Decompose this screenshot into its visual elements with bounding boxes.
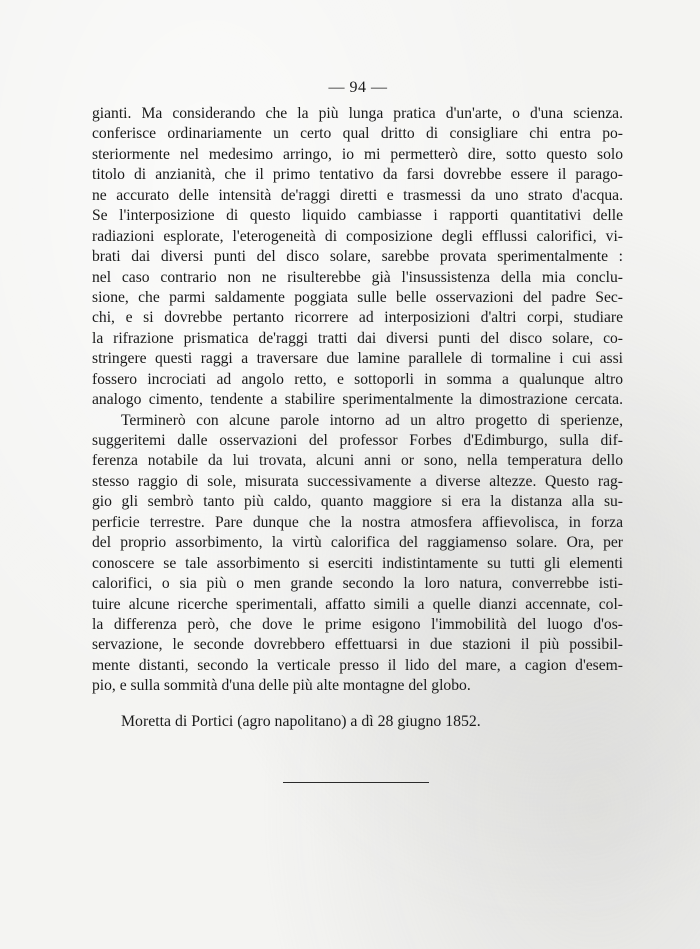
signoff-place-date: Moretta di Portici (agro napolitano) a dì 28 giugno 1852.: [121, 713, 481, 730]
text-line: fossero incrociati ad angolo retto, e sottoporli in somma a qualunque altro: [92, 370, 623, 388]
text-line: stesso raggio di sole, misurata successivamente a diverse altezze. Questo rag-: [92, 472, 623, 490]
text-line: sione, che parmi saldamente poggiata sulle belle osservazioni del padre Sec-: [92, 288, 623, 306]
text-line: conferisce ordinariamente un certo qual dritto di consigliare chi entra po-: [92, 125, 623, 143]
text-line: perficie terrestre. Pare dunque che la nostra atmosfera affievolisca, in forza: [92, 513, 623, 531]
text-line: la differenza però, che dove le prime esigono l'immobilità del luogo d'os-: [92, 615, 623, 633]
text-line: steriormente nel medesimo arringo, io mi permetterò dire, sotto questo solo: [92, 145, 623, 163]
text-line: radiazioni esplorate, l'eterogeneità di composizione degli efflussi calorifici, vi-: [92, 227, 623, 245]
text-line: titolo di anzianità, che il primo tentativo da farsi dovrebbe essere il parago-: [92, 166, 623, 184]
text-line: chi, e si dovrebbe pertanto ricorrere ad interposizioni d'altri corpi, studiare: [92, 309, 623, 327]
closing-rule-divider: [283, 782, 429, 783]
text-line: Se l'interposizione di questo liquido cambiasse i rapporti quantitativi delle: [92, 207, 623, 225]
text-line: servazione, le seconde dovrebbero effettuarsi in due stazioni il più possibil-: [92, 636, 623, 654]
text-line: suggeritemi dalle osservazioni del professor Forbes d'Edimburgo, sulla dif-: [92, 432, 623, 449]
text-line: la rifrazione prismatica de'raggi tratti dai diversi punti del disco solare, co-: [92, 329, 623, 347]
text-line: ne accurato delle intensità de'raggi diretti e trasmessi da uno strato d'acqua.: [92, 186, 623, 204]
text-line-paragraph-start: Terminerò con alcune parole intorno ad un altro progetto di sperienze,: [121, 411, 623, 429]
text-line: conoscere se tale assorbimento si eserciti indistintamente su tutti gli elementi: [92, 554, 623, 572]
text-line-last: pio, e sulla sommità d'una delle più alte montagne del globo.: [92, 677, 471, 695]
text-line: mente distanti, secondo la verticale presso il lido del mare, a cagion d'esem-: [92, 656, 623, 674]
text-line: del proprio assorbimento, la virtù calorifica del raggiamenso solare. Ora, per: [92, 534, 623, 552]
text-line: gio gli sembrò tanto più caldo, quanto maggiore si era la distanza alla su-: [92, 493, 623, 511]
text-line: tuire alcune ricerche sperimentali, affatto simili a quelle dianzi accennate, col-: [92, 595, 623, 613]
text-line: gianti. Ma considerando che la più lunga pratica d'un'arte, o d'una scienza.: [92, 105, 623, 122]
body-text: [92, 104, 623, 697]
text-line: analogo cimento, tendente a stabilire sperimentalmente la dimostrazione cercata.: [92, 391, 623, 409]
text-line: stringere questi raggi a traversare due lamine parallele di tormaline i cui assi: [92, 350, 623, 368]
text-line: brati dai diversi punti del disco solare, sarebbe provata sperimentalmente :: [92, 248, 623, 266]
text-line: nel caso contrario non ne risulterebbe già l'insussistenza della mia conclu-: [92, 268, 623, 286]
page-number: — 94 —: [328, 79, 388, 96]
text-line: calorifici, o sia più o men grande secondo la loro natura, converrebbe isti-: [92, 575, 623, 593]
text-line: ferenza notabile da lui trovata, alcuni anni or sono, nella temperatura dello: [92, 452, 623, 470]
